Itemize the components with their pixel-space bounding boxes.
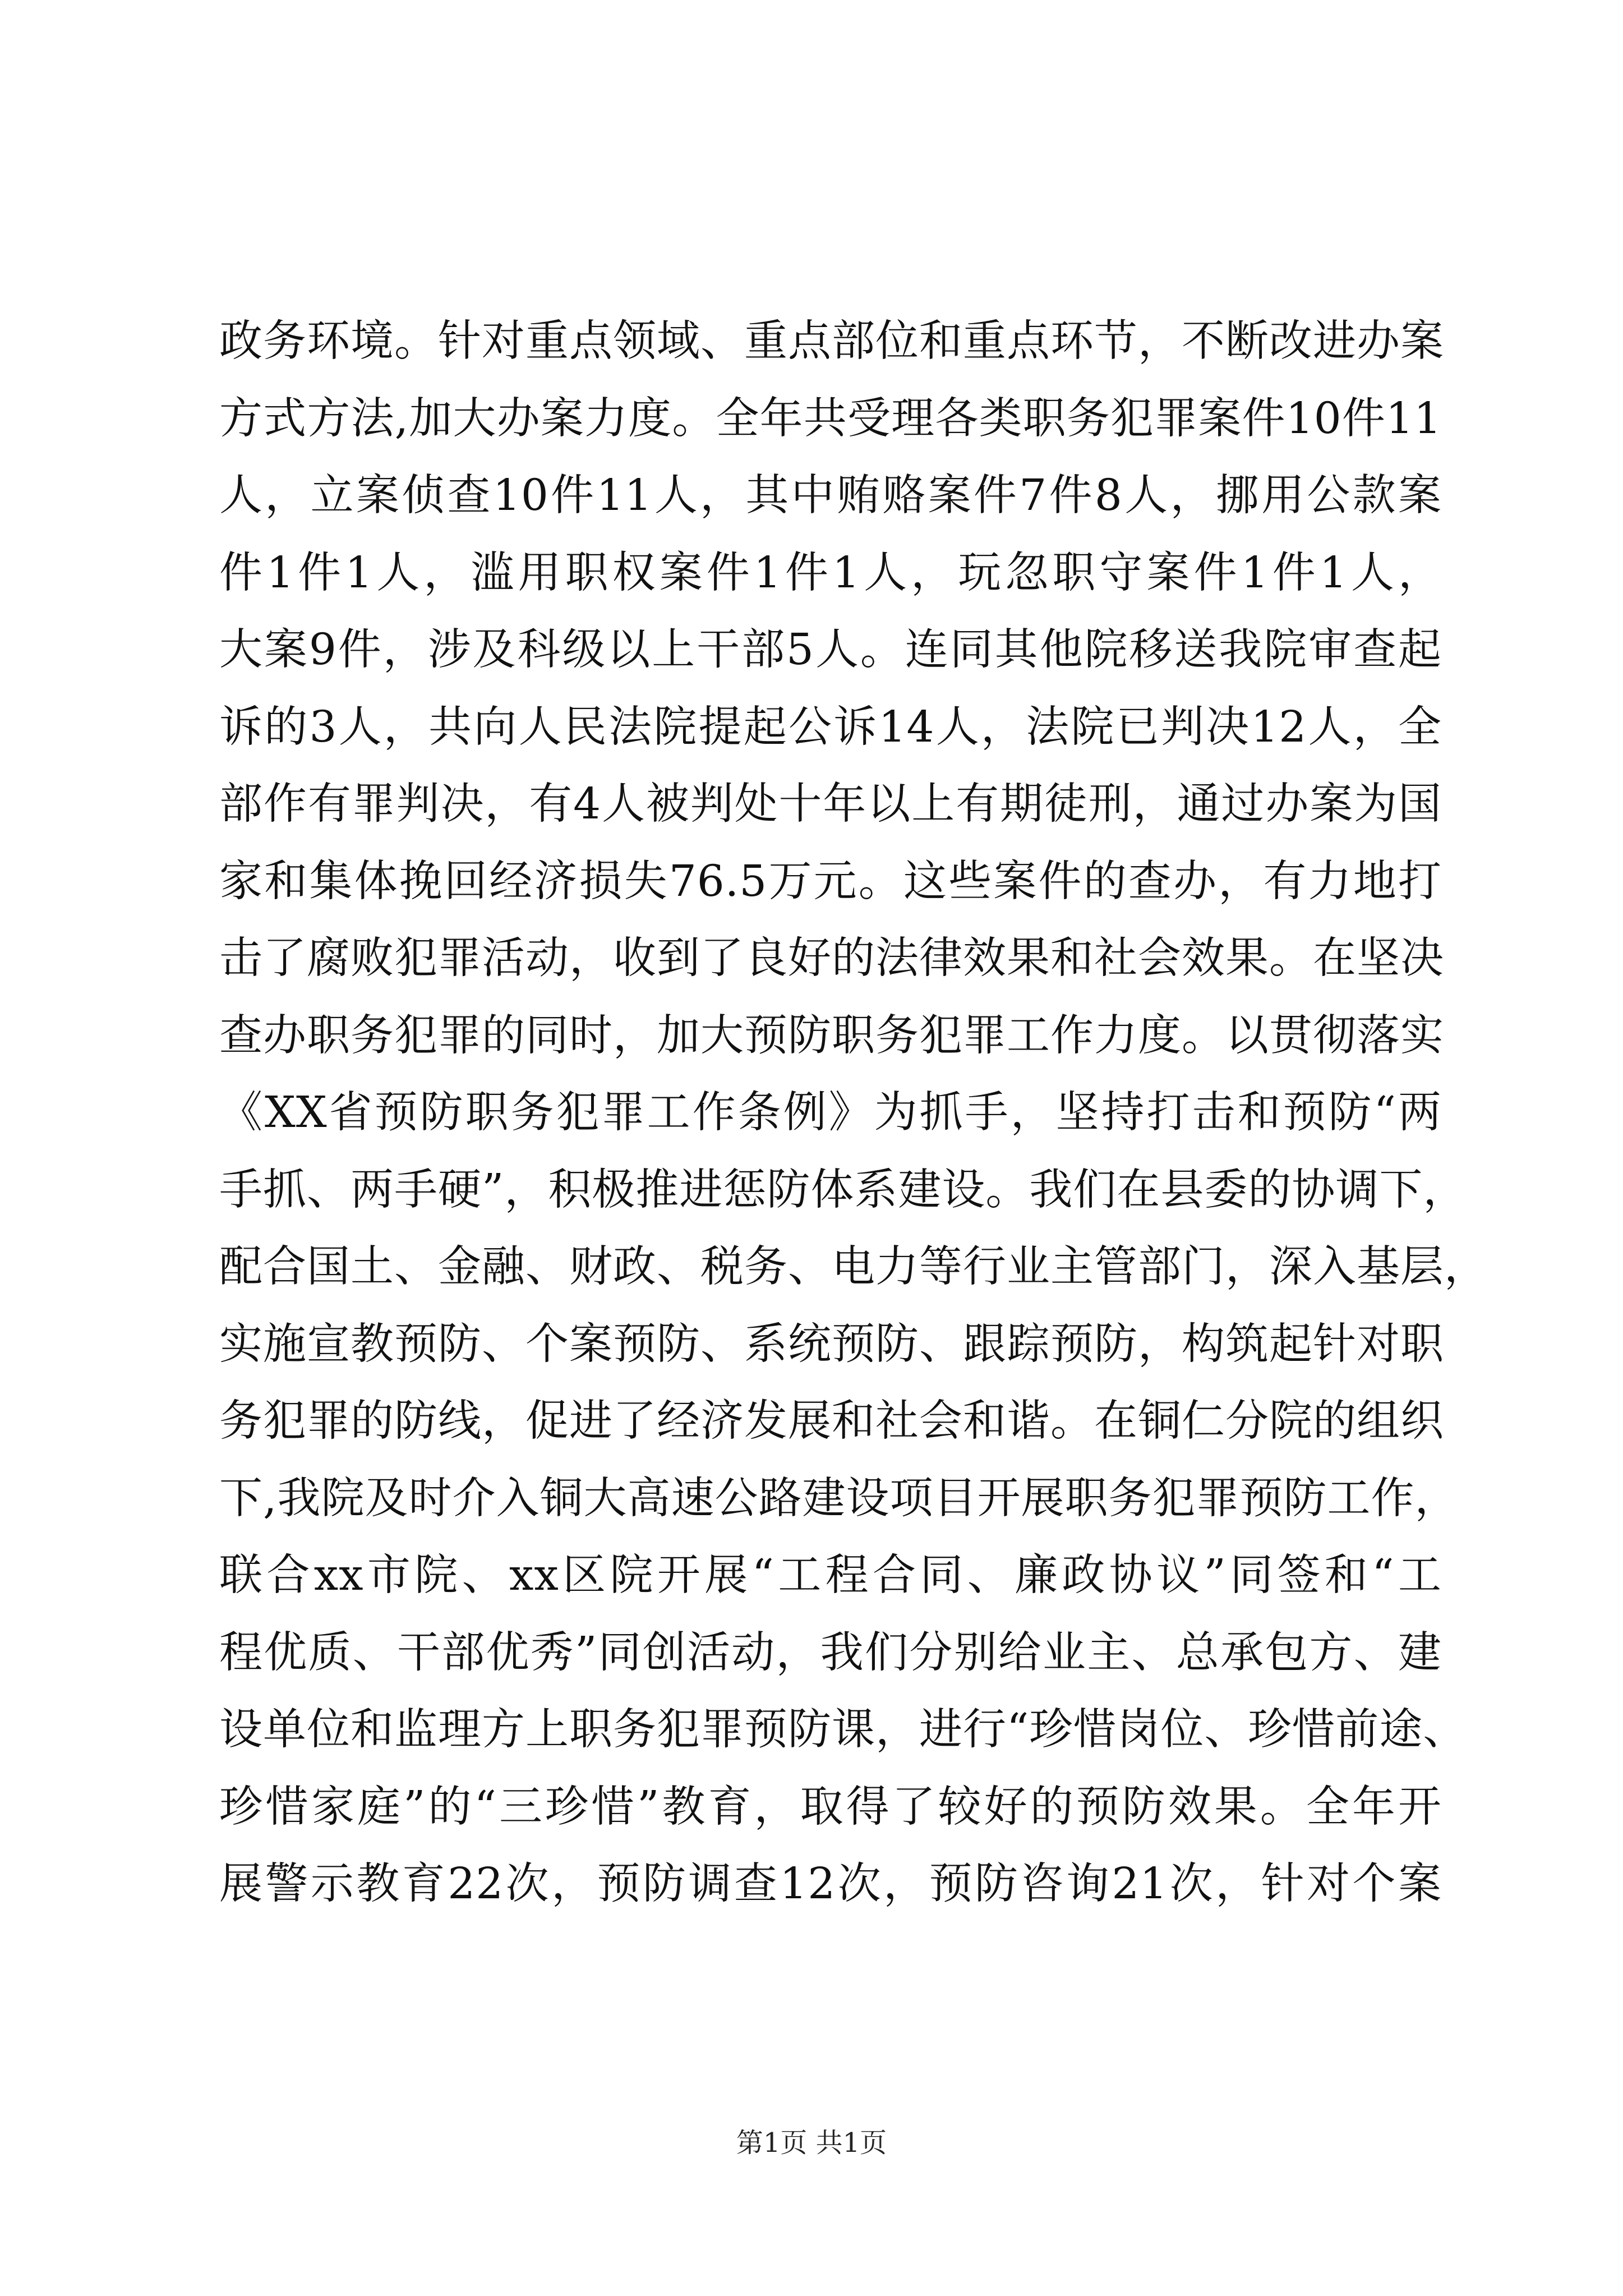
text-line: 部作有罪判决，有4人被判处十年以上有期徒刑，通过办案为国: [219, 779, 1442, 829]
text-line: 珍惜家庭”的“三珍惜”教育，取得了较好的预防效果。全年开: [219, 1782, 1442, 1832]
text-line: 《XX省预防职务犯罪工作条例》为抓手，坚持打击和预防“两: [219, 1088, 1442, 1138]
text-line: 下,我院及时介入铜大高速公路建设项目开展职务犯罪预防工作，: [219, 1473, 1459, 1524]
text-line: 务犯罪的防线，促进了经济发展和社会和谐。在铜仁分院的组织: [219, 1396, 1444, 1446]
page-number-label: 第1页 共1页: [736, 2127, 887, 2159]
text-line: 查办职务犯罪的同时，加大预防职务犯罪工作力度。以贯彻落实: [219, 1010, 1444, 1061]
text-line: 大案9件，涉及科级以上干部5人。连同其他院移送我院审查起: [219, 625, 1442, 675]
text-line: 件1件1人，滥用职权案件1件1人，玩忽职守案件1件1人，: [219, 547, 1442, 598]
text-line: 家和集体挽回经济损失76.5万元。这些案件的查办，有力地打: [219, 856, 1442, 907]
text-line: 设单位和监理方上职务犯罪预防课，进行“珍惜岗位、珍惜前途、: [219, 1705, 1467, 1755]
text-line: 政务环境。针对重点领域、重点部位和重点环节，不断改进办案: [219, 316, 1444, 366]
text-line: 程优质、干部优秀”同创活动，我们分别给业主、总承包方、建: [219, 1627, 1442, 1678]
text-line: 配合国土、金融、财政、税务、电力等行业主管部门，深入基层，: [219, 1242, 1488, 1292]
page-footer: [0, 2126, 1623, 2160]
text-line: 击了腐败犯罪活动，收到了良好的法律效果和社会效果。在坚决: [219, 933, 1444, 983]
text-line: 实施宣教预防、个案预防、系统预防、跟踪预防，构筑起针对职: [219, 1319, 1444, 1369]
document-body: [219, 303, 1488, 1923]
text-line: 联合xx市院、xx区院开展“工程合同、廉政协议”同签和“工: [219, 1550, 1442, 1600]
text-line: 展警示教育22次，预防调查12次，预防咨询21次，针对个案: [219, 1859, 1442, 1909]
text-line: 人，立案侦查10件11人，其中贿赂案件7件8人，挪用公款案: [219, 471, 1442, 521]
text-line: 诉的3人，共向人民法院提起公诉14人，法院已判决12人，全: [219, 702, 1442, 752]
text-line: 方式方法,加大办案力度。全年共受理各类职务犯罪案件10件11: [219, 393, 1442, 444]
text-line: 手抓、两手硬”，积极推进惩防体系建设。我们在县委的协调下，: [219, 1165, 1467, 1215]
